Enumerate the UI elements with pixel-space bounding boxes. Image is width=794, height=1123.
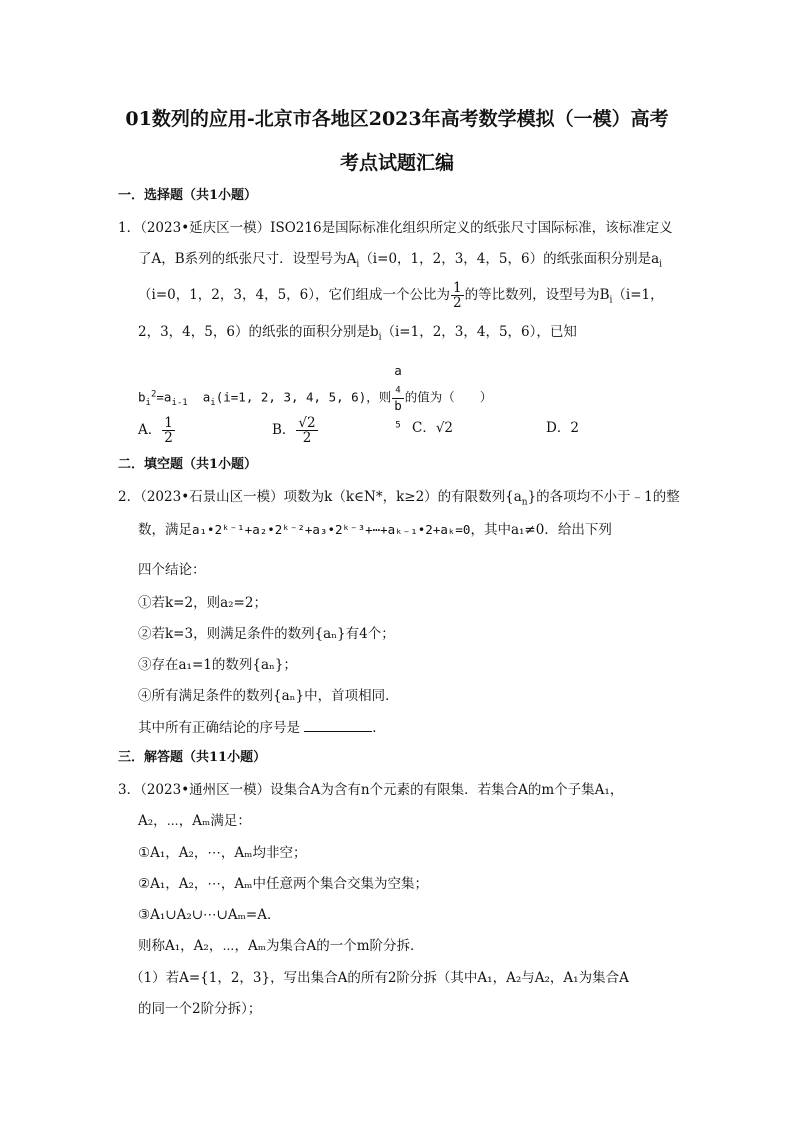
option-a[interactable]: A． $\frac{1}{2}$ — [138, 415, 173, 446]
q1-line2-text: 了A，B系列的纸张尺寸．设型号为A — [138, 251, 357, 267]
document-title-line1: 01数列的应用-北京市各地区2023年高考数学模拟（一模）高考 — [125, 108, 669, 130]
q1-line1: 1．（2023•延庆区一模）ISO216是国际标准化组织所定义的纸张尺寸国际标准，该标准定义 — [118, 220, 673, 236]
q2-line1: 2．（2023•石景山区一模）项数为k（k∈N*，k≥2）的有限数列$\{a_n\}$的各项均不小于﹣1的整 — [118, 489, 680, 508]
q3-condition-2: ②A₁，A₂，⋯，Aₘ中任意两个集合交集为空集； — [138, 876, 428, 892]
q3-part1-line1: （1）若A={1，2，3}，写出集合A的所有2阶分拆（其中A₁，A₂与A₂，A₁为集合A — [130, 970, 629, 986]
q3-line2: A₂，⋯，Aₘ满足： — [138, 813, 251, 829]
q1-line5-formula: $b_i^2=a_{i-1}$ $a_i(i=1$, 2, 3, 4, 5, 6)，则 a $_4$ b $_5$ 的值为（ ） — [138, 363, 493, 430]
q2-conclusion-4: ④所有满足条件的数列{aₙ}中，首项相同． — [138, 688, 399, 704]
q3-part1-line2: 的同一个2阶分拆）； — [138, 1001, 262, 1017]
q1-line3: （i=0，1，2，3，4，5，6），它们组成一个公比为 $\frac{1}{2}$ 的等比数列，设型号为$B_i(i=1$， — [138, 280, 664, 311]
q1-line3c-text: （i=1， — [612, 287, 664, 303]
q1-line4b-text: （i=1，2，3，4，5，6），已知 — [381, 324, 577, 340]
option-b[interactable]: B． $\frac{√2}{2}$ — [272, 415, 316, 446]
q1-line2b-text: （i=0，1，2，3，4，5，6）的纸张面积分别是a — [359, 251, 660, 267]
option-c[interactable]: C．√2 — [412, 420, 454, 436]
q3-condition-3: ③A₁∪A₂∪⋯∪Aₘ=A． — [138, 907, 281, 923]
q3-condition-1: ①A₁，A₂，⋯，Aₘ均非空； — [138, 845, 307, 861]
q1-line3-text: （i=0，1，2，3，4，5，6），它们组成一个公比为 — [138, 287, 451, 303]
q3-line1: 3．（2023•通州区一模）设集合A为含有n个元素的有限集．若集合A的m个子集A₁， — [118, 782, 624, 798]
q2-line3: 四个结论： — [138, 562, 206, 578]
q3-definition: 则称A₁，A₂，⋯，Aₘ为集合A的一个m阶分拆． — [138, 938, 424, 954]
document-title-line2: 考点试题汇编 — [339, 152, 454, 174]
q2-line2: 数，满足a₁•2ᵏ⁻¹+a₂•2ᵏ⁻²+a₃•2ᵏ⁻³+⋯+aₖ₋₁•2+aₖ=0，其中a₁≠0．给出下列 — [138, 522, 612, 538]
q2-conclusion-1: ①若k=2，则a₂=2； — [138, 595, 267, 611]
q1-line4: 2，3，4，5，6）的纸张的面积分别是$b_i(i=1$，2，3，4，5，6），已知 — [138, 324, 577, 343]
q1-line4-text: 2，3，4，5，6）的纸张的面积分别是b — [138, 324, 379, 340]
section-heading-solve: 三．解答题（共11小题） — [118, 750, 267, 765]
q1-line3b-text: 的等比数列，设型号为B — [464, 287, 610, 303]
ratio-fraction: $\frac{1}{2}$ — [453, 280, 462, 311]
q2-answer-line: 其中所有正确结论的序号是 ． — [138, 717, 386, 738]
section-heading-choice: 一．选择题（共1小题） — [118, 188, 258, 203]
q1-line2: 了A，B系列的纸张尺寸．设型号为$A_i(i=0$，1，2，3，4，5，6）的纸张面积分别是$a_i$ — [138, 251, 663, 270]
q2-conclusion-2: ②若k=3，则满足条件的数列{aₙ}有4个； — [138, 626, 395, 642]
ratio-a4-b5-fraction: a $_4$ b $_5$ — [394, 363, 402, 430]
section-heading-fill: 二．填空题（共1小题） — [118, 457, 258, 472]
q2-equation: a₁•2ᵏ⁻¹+a₂•2ᵏ⁻²+a₃•2ᵏ⁻³+⋯+aₖ₋₁•2+aₖ=0 — [192, 522, 471, 537]
answer-blank[interactable] — [304, 717, 372, 732]
option-d[interactable]: D．2 — [546, 420, 579, 436]
q2-conclusion-3: ③存在a₁=1的数列{aₙ}； — [138, 657, 297, 673]
